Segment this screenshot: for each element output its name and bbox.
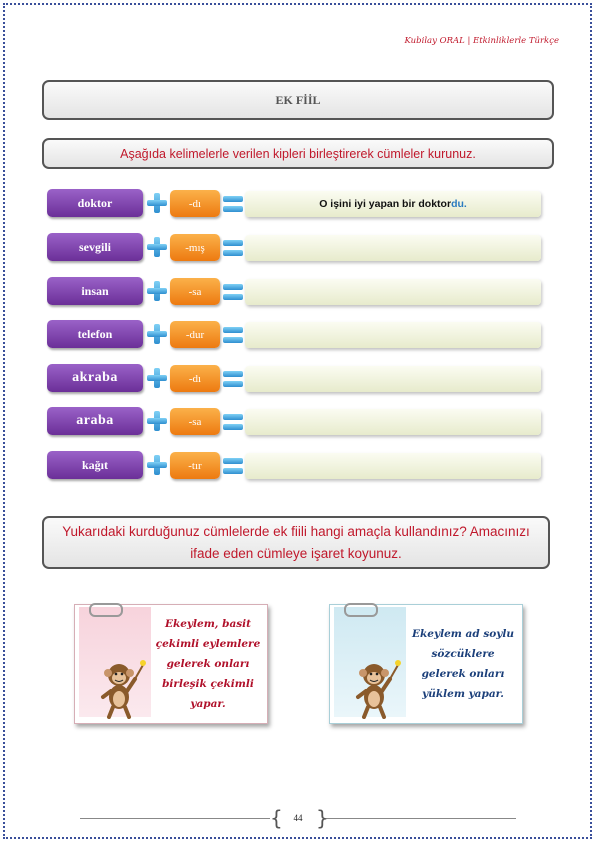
note-paper xyxy=(334,607,406,717)
exercise-row xyxy=(47,189,542,219)
question-box: Yukarıdaki kurduğunuz cümlelerde ek fiili hangi amaçla kullandınız? Amacınızı ifade eden cümleye işaret koyunuz. xyxy=(42,516,550,569)
equals-icon xyxy=(223,327,243,343)
exercise-row xyxy=(47,277,542,307)
exercise-row xyxy=(47,233,542,263)
word-box: doktor xyxy=(47,189,143,217)
exercise-row xyxy=(47,364,542,394)
right-brace-icon: } xyxy=(316,806,329,830)
word-box: kağıt xyxy=(47,451,143,479)
equals-icon xyxy=(223,414,243,430)
equals-icon xyxy=(223,458,243,474)
left-brace-icon: { xyxy=(270,806,283,830)
plus-icon xyxy=(147,324,167,344)
plus-icon xyxy=(147,411,167,431)
answer-field[interactable] xyxy=(245,279,541,305)
note-paper xyxy=(79,607,151,717)
suffix-box: -mış xyxy=(170,234,220,261)
suffix-box: -sa xyxy=(170,408,220,435)
monkey-icon xyxy=(352,657,404,719)
word-box: araba xyxy=(47,407,143,435)
exercise-row xyxy=(47,320,542,350)
word-box: akraba xyxy=(47,364,143,392)
equals-icon xyxy=(223,371,243,387)
suffix-box: -tır xyxy=(170,452,220,479)
suffix-box: -dı xyxy=(170,190,220,217)
plus-icon xyxy=(147,455,167,475)
equals-icon xyxy=(223,240,243,256)
page-header: Kubilay ORAL | Etkinliklerle Türkçe xyxy=(404,36,559,46)
plus-icon xyxy=(147,368,167,388)
answer-text: O işini iyi yapan bir doktor xyxy=(319,198,452,210)
suffix-box: -dur xyxy=(170,321,220,348)
word-box: telefon xyxy=(47,320,143,348)
paperclip-icon xyxy=(344,603,378,617)
exercise-row xyxy=(47,407,542,437)
option-card-2[interactable] xyxy=(329,604,523,724)
answer-field[interactable] xyxy=(245,322,541,348)
word-box: insan xyxy=(47,277,143,305)
page-title: EK FİİL xyxy=(42,80,554,120)
option-text: Ekeylem, basit çekimli eylemlere gelerek onları birleşik çekimli yapar. xyxy=(155,618,261,710)
footer-line-right xyxy=(326,818,516,819)
suffix-box: -dı xyxy=(170,365,220,392)
suffix-box: -sa xyxy=(170,278,220,305)
exercise-row xyxy=(47,451,542,481)
answer-suffix: du. xyxy=(451,198,467,210)
option-text: Ekeylem ad soylu sözcüklere gelerek onları yüklem yapar. xyxy=(412,628,514,700)
paperclip-icon xyxy=(89,603,123,617)
equals-icon xyxy=(223,196,243,212)
answer-field[interactable] xyxy=(245,366,541,392)
page-number: 44 xyxy=(293,813,303,823)
instruction-box: Aşağıda kelimelerle verilen kipleri birleştirerek cümleler kurunuz. xyxy=(42,138,554,169)
answer-field[interactable] xyxy=(245,235,541,261)
plus-icon xyxy=(147,237,167,257)
monkey-icon xyxy=(97,657,149,719)
footer-line-left xyxy=(80,818,270,819)
option-card-1[interactable] xyxy=(74,604,268,724)
answer-field[interactable] xyxy=(245,409,541,435)
equals-icon xyxy=(223,284,243,300)
answer-field[interactable] xyxy=(245,191,541,217)
plus-icon xyxy=(147,281,167,301)
word-box: sevgili xyxy=(47,233,143,261)
answer-field[interactable] xyxy=(245,453,541,479)
plus-icon xyxy=(147,193,167,213)
